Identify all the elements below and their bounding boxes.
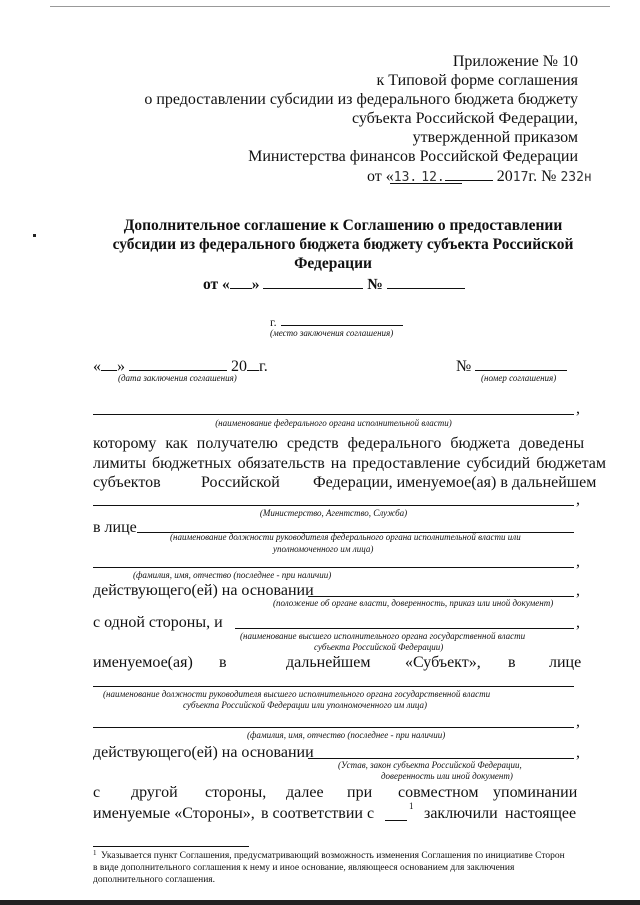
acting-label-1: действующего(ей) на основании bbox=[93, 582, 314, 599]
order-year-prefix: 20 bbox=[496, 168, 513, 185]
ministry-field[interactable] bbox=[93, 505, 574, 506]
ministry-caption: (Министерство, Агентство, Служба) bbox=[259, 508, 408, 518]
date-open-quote: « bbox=[93, 358, 101, 375]
last-w4: настоящее bbox=[505, 805, 577, 822]
date-close-quote: » bbox=[117, 358, 125, 375]
footnote-line-3: дополнительного соглашения. bbox=[93, 875, 216, 885]
named-w4: «Субъект», bbox=[405, 654, 481, 671]
fio-caption-1: (фамилия, имя, отчество (последнее - при наличии) bbox=[133, 570, 332, 580]
top-rule bbox=[50, 6, 610, 7]
clause-field[interactable] bbox=[385, 820, 407, 821]
footnote-separator bbox=[93, 846, 249, 847]
title-number-sign: № bbox=[367, 276, 383, 293]
other-w3: стороны, bbox=[205, 784, 267, 801]
order-year-suffix: г. № bbox=[528, 168, 557, 185]
header-line-4: субъекта Российской Федерации, bbox=[351, 110, 578, 127]
header-line-1: Приложение № 10 bbox=[452, 53, 578, 70]
head-position-field[interactable] bbox=[93, 686, 574, 687]
order-year: 17 bbox=[512, 170, 529, 185]
fio-field-2[interactable] bbox=[93, 727, 574, 728]
order-number: 232н bbox=[560, 170, 592, 185]
comma: , bbox=[576, 614, 580, 631]
title-line-2: субсидии из федерального бюджета бюджету субъекта Российской bbox=[112, 236, 574, 253]
last-w3: заключили bbox=[424, 805, 498, 822]
header-line-6: Министерства финансов Российской Федерации bbox=[248, 148, 578, 165]
basis-caption-2b: доверенность или иной документ) bbox=[381, 771, 513, 781]
basis-caption-1: (положение об органе власти, доверенность, приказ или иной документ) bbox=[273, 598, 554, 608]
comma: , bbox=[576, 744, 580, 761]
named-w3: дальнейшем bbox=[286, 654, 371, 671]
title-line-1: Дополнительное соглашение к Соглашению о предоставлении bbox=[123, 217, 563, 234]
named-w6: лице bbox=[549, 654, 582, 671]
fio-field-1[interactable] bbox=[93, 567, 574, 568]
named-w1: именуемое(ая) bbox=[93, 654, 193, 671]
high-organ-caption-1: (наименование высшего исполнительного органа государственной власти bbox=[240, 631, 526, 641]
fed-organ-field[interactable] bbox=[93, 414, 574, 415]
para1-line-3-w2: Российской bbox=[201, 474, 280, 491]
last-w2: в соответствии с bbox=[261, 805, 375, 822]
date-caption: (дата заключения соглашения) bbox=[118, 373, 237, 383]
named-w2: в bbox=[219, 654, 227, 671]
date-year-prefix: 20 bbox=[231, 358, 247, 375]
number-caption: (номер соглашения) bbox=[481, 373, 557, 383]
agreement-number-sign: № bbox=[456, 358, 472, 375]
position-caption-2: уполномоченного им лица) bbox=[273, 544, 374, 554]
header-line-3: о предоставлении субсидии из федерального бюджета бюджету bbox=[144, 91, 578, 108]
high-organ-caption-2: субъекта Российской Федерации) bbox=[314, 642, 444, 652]
order-month: 12. bbox=[421, 170, 445, 185]
acting-label-2: действующего(ей) на основании bbox=[93, 744, 314, 761]
order-day: 13. bbox=[393, 170, 418, 185]
footnote-ref: 1 bbox=[409, 801, 414, 811]
title-line-3: Федерации bbox=[294, 255, 372, 272]
comma: , bbox=[576, 553, 580, 570]
comma: , bbox=[576, 713, 580, 730]
footnote-mark: 1 bbox=[93, 849, 97, 857]
head-caption-1: (наименование должности руководителя высшего исполнительного органа государственной власти bbox=[103, 689, 491, 699]
para1-line-3-w3: Федерации, именуемое(ая) в дальнейшем bbox=[313, 474, 597, 491]
other-w5: при bbox=[347, 784, 373, 801]
high-organ-field[interactable] bbox=[235, 628, 574, 629]
title-from-line bbox=[203, 274, 465, 294]
comma: , bbox=[576, 582, 580, 599]
fio-caption-2: (фамилия, имя, отчество (последнее - при наличии) bbox=[247, 730, 446, 740]
para1-line-2: лимиты бюджетных обязательств на предоставление субсидий бюджетам bbox=[93, 455, 607, 472]
one-side-label: с одной стороны, и bbox=[93, 614, 223, 631]
para1-line-1: которому как получателю средств федерального бюджета доведены bbox=[93, 435, 585, 452]
last-w1: именуемые «Стороны», bbox=[93, 805, 255, 822]
named-w5: в bbox=[508, 654, 516, 671]
place-caption: (место заключения соглашения) bbox=[270, 328, 394, 338]
footnote-line-1: Указывается пункт Соглашения, предусматривающий возможность изменения Соглашения по инициативе Сторон bbox=[101, 851, 565, 861]
basis-field-1[interactable] bbox=[308, 596, 574, 597]
fed-organ-caption: (наименование федерального органа исполнительной власти) bbox=[215, 418, 452, 428]
header-line-2: к Типовой форме соглашения bbox=[376, 72, 578, 89]
basis-caption-2a: (Устав, закон субъекта Российской Федерации, bbox=[338, 760, 522, 770]
other-w6: совместном bbox=[398, 784, 479, 801]
basis-field-2[interactable] bbox=[308, 758, 574, 759]
head-caption-2: субъекта Российской Федерации или уполномоченного им лица) bbox=[183, 700, 428, 710]
comma: , bbox=[576, 400, 580, 417]
order-prefix: от « bbox=[367, 168, 394, 185]
footnote-line-2: в виде дополнительного соглашения к нему и иное основание, являющееся основанием для заключения bbox=[93, 863, 515, 873]
scan-bottom-edge bbox=[0, 900, 640, 905]
comma: , bbox=[576, 491, 580, 508]
other-w4: далее bbox=[286, 784, 324, 801]
date-year-suffix: г. bbox=[259, 358, 268, 375]
other-w1: с bbox=[93, 784, 101, 801]
from-prefix: от « bbox=[203, 276, 230, 293]
in-person-label: в лице bbox=[93, 519, 137, 536]
para1-line-3-w1: субъектов bbox=[93, 474, 161, 491]
from-quote: » bbox=[251, 276, 260, 293]
position-caption-1: (наименование должности руководителя федерального органа исполнительной власти или bbox=[170, 532, 521, 542]
place-prefix: г. bbox=[270, 315, 277, 329]
header-line-5: утвержденной приказом bbox=[412, 129, 578, 146]
other-w7: упоминании bbox=[493, 784, 578, 801]
other-w2: другой bbox=[131, 784, 178, 801]
